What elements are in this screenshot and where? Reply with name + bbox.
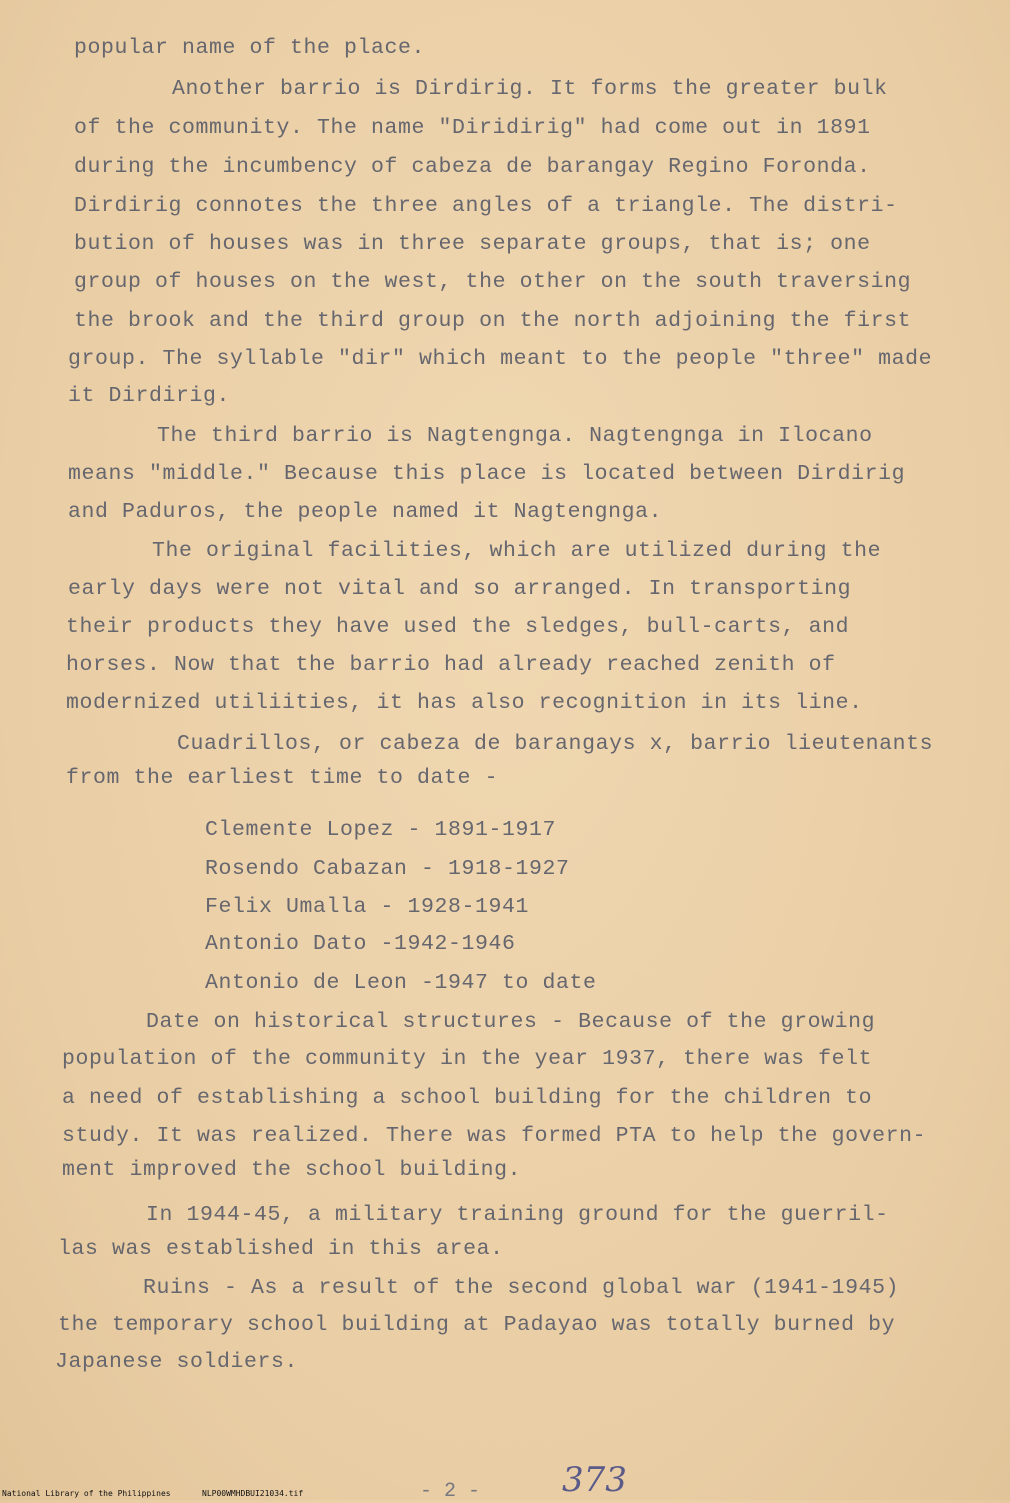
text-line: group. The syllable "dir" which meant to the people "three" made <box>68 347 933 371</box>
footer-library-label: National Library of the Philippines <box>2 1489 171 1498</box>
text-line: it Dirdirig. <box>68 384 231 408</box>
handwritten-page-number: 373 <box>562 1460 627 1500</box>
officer-entry: Rosendo Cabazan - 1918-1927 <box>205 857 570 881</box>
text-line: bution of houses was in three separate groups, that is; one <box>74 232 871 256</box>
text-line: In 1944-45, a military training ground for the guerril- <box>146 1203 889 1227</box>
text-line: early days were not vital and so arranged. In transporting <box>68 577 852 601</box>
text-line: from the earliest time to date - <box>66 766 499 790</box>
text-line: Japanese soldiers. <box>55 1350 299 1374</box>
text-line: The original facilities, which are utilized during the <box>152 539 882 563</box>
page-number: - 2 - <box>420 1480 481 1503</box>
text-line: modernized utiliities, it has also recognition in its line. <box>66 691 863 715</box>
text-line: Dirdirig connotes the three angles of a triangle. The distri- <box>74 194 898 218</box>
text-line: the brook and the third group on the north adjoining the first <box>74 309 912 333</box>
text-line: Ruins - As a result of the second global war (1941-1945) <box>143 1276 900 1300</box>
text-line: means "middle." Because this place is located between Dirdirig <box>68 462 906 486</box>
text-line: population of the community in the year 1937, there was felt <box>62 1047 873 1071</box>
footer-file-name: NLP00WMHDBUI21034.tif <box>202 1489 304 1498</box>
text-line: ment improved the school building. <box>62 1158 522 1182</box>
text-line: and Paduros, the people named it Nagtengnga. <box>68 500 663 524</box>
text-line: group of houses on the west, the other on the south traversing <box>74 270 912 294</box>
text-line: The third barrio is Nagtengnga. Nagtengnga in Ilocano <box>157 424 873 448</box>
text-line: Another barrio is Dirdirig. It forms the greater bulk <box>172 77 888 101</box>
text-line: the temporary school building at Padayao was totally burned by <box>58 1313 896 1337</box>
text-line: las was established in this area. <box>58 1237 504 1261</box>
officer-entry: Felix Umalla - 1928-1941 <box>205 895 530 919</box>
text-line: Date on historical structures - Because of the growing <box>146 1010 876 1034</box>
text-line: of the community. The name "Diridirig" had come out in 1891 <box>74 116 871 140</box>
text-line: during the incumbency of cabeza de barangay Regino Foronda. <box>74 155 871 179</box>
text-line: study. It was realized. There was formed PTA to help the govern- <box>62 1124 927 1148</box>
officer-entry: Antonio Dato -1942-1946 <box>205 932 516 956</box>
text-line: their products they have used the sledges, bull-carts, and <box>66 615 850 639</box>
text-line: a need of establishing a school building for the children to <box>62 1086 873 1110</box>
officer-entry: Clemente Lopez - 1891-1917 <box>205 818 557 842</box>
officer-entry: Antonio de Leon -1947 to date <box>205 971 597 995</box>
text-line: horses. Now that the barrio had already reached zenith of <box>66 653 836 677</box>
text-line: Cuadrillos, or cabeza de barangays x, barrio lieutenants <box>177 732 934 756</box>
text-line: popular name of the place. <box>74 36 426 60</box>
